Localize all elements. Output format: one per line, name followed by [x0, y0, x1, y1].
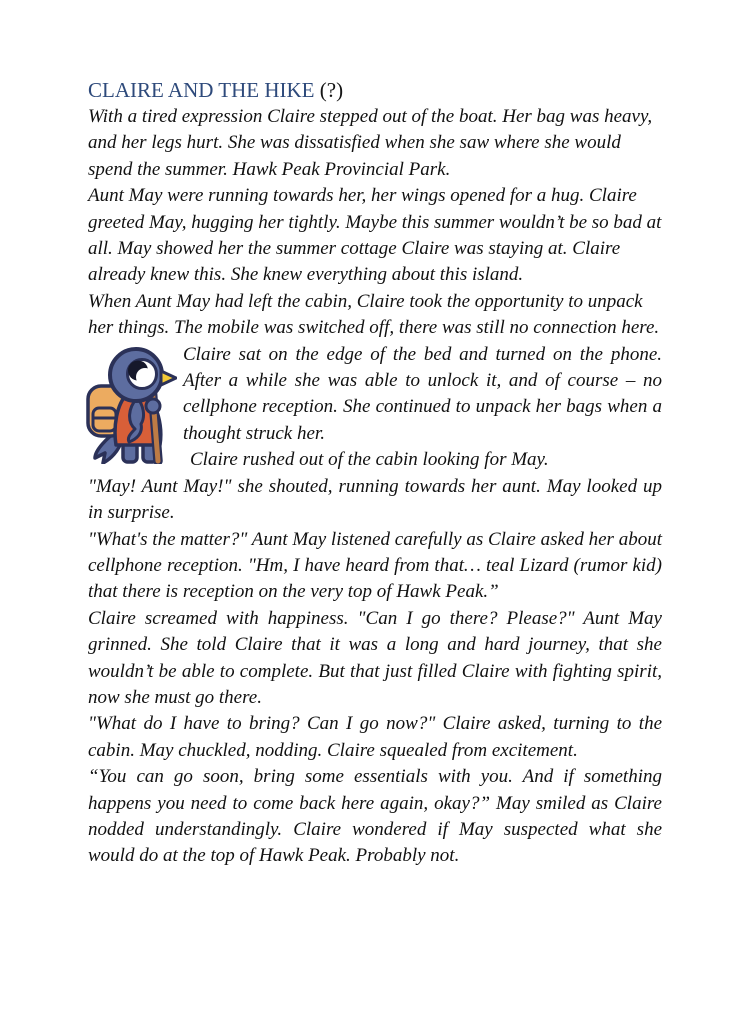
bird-hiker-illustration	[85, 346, 177, 464]
story-paragraph: Claire rushed out of the cabin looking for May.	[190, 449, 549, 471]
story-paragraph: Claire sat on the edge of the bed and turned on the phone. After a while she was able to unlock it, and of course – no cellphone reception. She continued to unpack her bags when a thought struck her.	[183, 343, 662, 444]
story-paragraph: "What do I have to bring? Can I go now?" Claire asked, turning to the cabin. May chuckled, nodding. Claire squealed from excitement.	[88, 713, 662, 761]
story-paragraph: When Aunt May had left the cabin, Claire took the opportunity to unpack her things. The mobile was switched off, there was still no connection here.	[88, 290, 660, 339]
story-paragraph: "What's the matter?" Aunt May listened carefully as Claire asked her about cellphone reception. "Hm, I have heard from that… teal Lizard (rumor kid) that there is reception on the very top of Hawk Peak.”	[88, 528, 662, 603]
story-paragraph: “You can go soon, bring some essentials with you. And if something happens you need to come back here again, okay?” May smiled as Claire nodded understandingly. Claire wondered if May suspected what she would do at the top of Hawk Peak. Probably not.	[88, 766, 662, 867]
bird-hiker-icon	[85, 346, 177, 464]
page-title	[88, 76, 662, 104]
page-title-annotation: (?)	[314, 78, 344, 102]
story-paragraph: With a tired expression Claire stepped out of the boat. Her bag was heavy, and her legs hurt. She was dissatisfied when she saw where she would spend the summer. Hawk Peak Provincial Park.	[88, 106, 653, 180]
story-paragraph: Aunt May were running towards her, her wings opened for a hug. Claire greeted May, hugging her tightly. Maybe this summer wouldn’t be so bad at all. May showed her the summer cottage Claire was staying at. Claire already knew this. She knew everything about this island.	[88, 185, 662, 286]
story-paragraph: "May! Aunt May!" she shouted, running towards her aunt. May looked up in surprise.	[88, 475, 662, 524]
page-title-text: CLAIRE AND THE HIKE	[88, 78, 315, 102]
story-paragraph: Claire screamed with happiness. "Can I go there? Please?" Aunt May grinned. She told Claire that it was a long and hard journey, that she wouldn’t be able to complete. But that just filled Claire with fighting spirit, now she must go there.	[88, 607, 662, 708]
